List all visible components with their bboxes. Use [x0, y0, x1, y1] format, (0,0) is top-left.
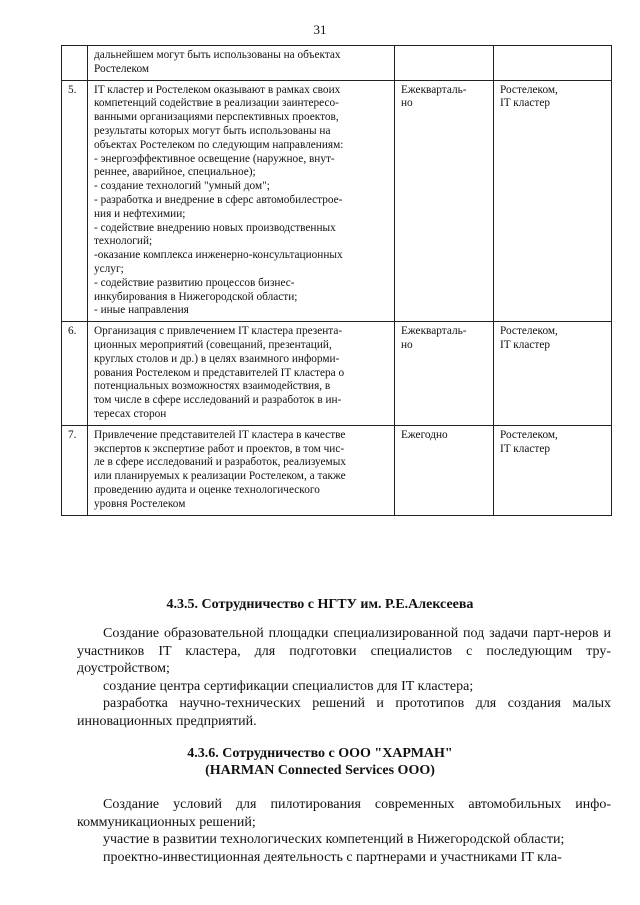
cell-line: Привлечение представителей IT кластера в качестве — [94, 428, 346, 441]
table-row — [62, 425, 612, 515]
cell-line: - иные направления — [94, 304, 189, 317]
activity-description — [88, 425, 395, 515]
cell-line: Ростелеком, — [500, 428, 558, 441]
cell-line: Ежегодно — [401, 428, 448, 441]
cell-line: - содействие внедрению новых производственных — [94, 221, 336, 234]
responsible-party — [494, 322, 612, 426]
cell-line: - энергоэффективное освещение (наружное, внут- — [94, 152, 335, 165]
paragraph: проектно-инвестиционная деятельность с партнерами и участниками IT кла- — [103, 849, 562, 865]
cell-line: Ежекварталь- — [401, 325, 467, 338]
paragraph: разработка научно-технических решений и прототипов для создания малых инновационных предприятий. — [77, 696, 611, 729]
table-row — [62, 80, 612, 322]
section-4-3-5-heading: 4.3.5. Сотрудничество с НГТУ им. Р.Е.Алексеева — [166, 597, 474, 612]
cell-line: том числе в сфере исследований и разработок в ин- — [94, 394, 342, 407]
paragraph: Создание условий для пилотирования современных автомобильных инфо-коммуникационных решений; — [77, 797, 611, 830]
table-row — [62, 46, 612, 81]
cell-line: уровня Ростелеком — [94, 497, 186, 510]
heading-line: 4.3.6. Сотрудничество с ООО "ХАРМАН" — [187, 746, 453, 761]
cell-line: ния и нефтехимии; — [94, 207, 186, 220]
cell-line: Ежекварталь- — [401, 83, 467, 96]
activity-description — [88, 80, 395, 322]
cell-line: Ростелеком, — [500, 325, 558, 338]
plan-table — [61, 45, 612, 516]
cell-line: рования Ростелеком и представителей IT кластера о — [94, 366, 345, 379]
cell-line: компетенций содействие в реализации заинтересо- — [94, 97, 339, 110]
plan-table-body — [62, 46, 612, 516]
section-4-3-5-text — [77, 625, 611, 730]
cell-line: IT кластер — [500, 97, 551, 110]
cell-line: но — [401, 97, 413, 110]
cell-line: реннее, аварийное, специальное); — [94, 166, 256, 179]
table-row — [62, 322, 612, 426]
cell-line: -оказание комплекса инженерно-консультационных — [94, 249, 343, 262]
cell-line: - создание технологий "умный дом"; — [94, 180, 270, 193]
cell-line: результаты которых могут быть использованы на — [94, 124, 331, 137]
cell-line: ванными организациями перспективных проектов, — [94, 111, 339, 124]
section-4-3-6-text — [77, 796, 611, 866]
cell-line: проведению аудита и оценке технологического — [94, 483, 320, 496]
cell-line: круглых столов и др.) в целях взаимного информи- — [94, 352, 340, 365]
paragraph: участие в развитии технологических компетенций в Нижегородской области; — [103, 832, 565, 847]
activity-description — [88, 46, 395, 81]
paragraph: создание центра сертификации специалистов для IT кластера; — [103, 678, 474, 694]
cell-line: инкубирования в Нижегородской области; — [94, 290, 298, 303]
paragraph: Создание образовательной площадки специализированной под задачи парт-неров и участников IT кластера, для подготовки специалистов с последующим тру-доустройством; — [77, 626, 611, 676]
cell-line: экспертов к экспертизе работ и проектов, в том чис- — [94, 442, 345, 455]
activity-period — [395, 322, 494, 426]
cell-line: ционных мероприятий (совещаний, презентаций, — [94, 338, 332, 351]
activity-period — [395, 46, 494, 81]
responsible-party — [494, 80, 612, 322]
cell-line: объектах Ростелеком по следующим направлениям: — [94, 138, 344, 151]
row-number: 7. — [62, 425, 88, 515]
activity-description — [88, 322, 395, 426]
responsible-party — [494, 46, 612, 81]
cell-line: технологий; — [94, 235, 153, 248]
activity-period — [395, 80, 494, 322]
cell-line: или планируемых к реализации Ростелеком, а также — [94, 470, 346, 483]
cell-line: тересах сторон — [94, 407, 167, 420]
responsible-party — [494, 425, 612, 515]
heading-line: (HARMAN Connected Services ООО) — [205, 763, 435, 778]
section-4-3-6-heading — [0, 745, 640, 779]
row-number: 6. — [62, 322, 88, 426]
cell-line: услуг; — [94, 262, 124, 275]
cell-line: ле в сфере исследований и разработок, реализуемых — [94, 456, 346, 469]
cell-line: - содействие развитию процессов бизнес- — [94, 276, 295, 289]
row-number — [62, 46, 88, 81]
cell-line: IT кластер — [500, 442, 551, 455]
cell-line: IT кластер и Ростелеком оказывают в рамках своих — [94, 83, 341, 96]
cell-line: Организация с привлечением IT кластера презента- — [94, 325, 343, 338]
cell-line: - разработка и внедрение в сферс автомобилестрое- — [94, 193, 343, 206]
row-number: 5. — [62, 80, 88, 322]
cell-line: Ростелеком, — [500, 83, 558, 96]
page-number: 31 — [313, 22, 327, 37]
cell-line: потенциальных возможностях взаимодействия, в — [94, 380, 331, 393]
activity-period — [395, 425, 494, 515]
cell-line: IT кластер — [500, 338, 551, 351]
cell-line: дальнейшем могут быть использованы на объектах — [94, 49, 341, 61]
cell-line: Ростелеком — [94, 62, 150, 75]
cell-line: но — [401, 338, 413, 351]
